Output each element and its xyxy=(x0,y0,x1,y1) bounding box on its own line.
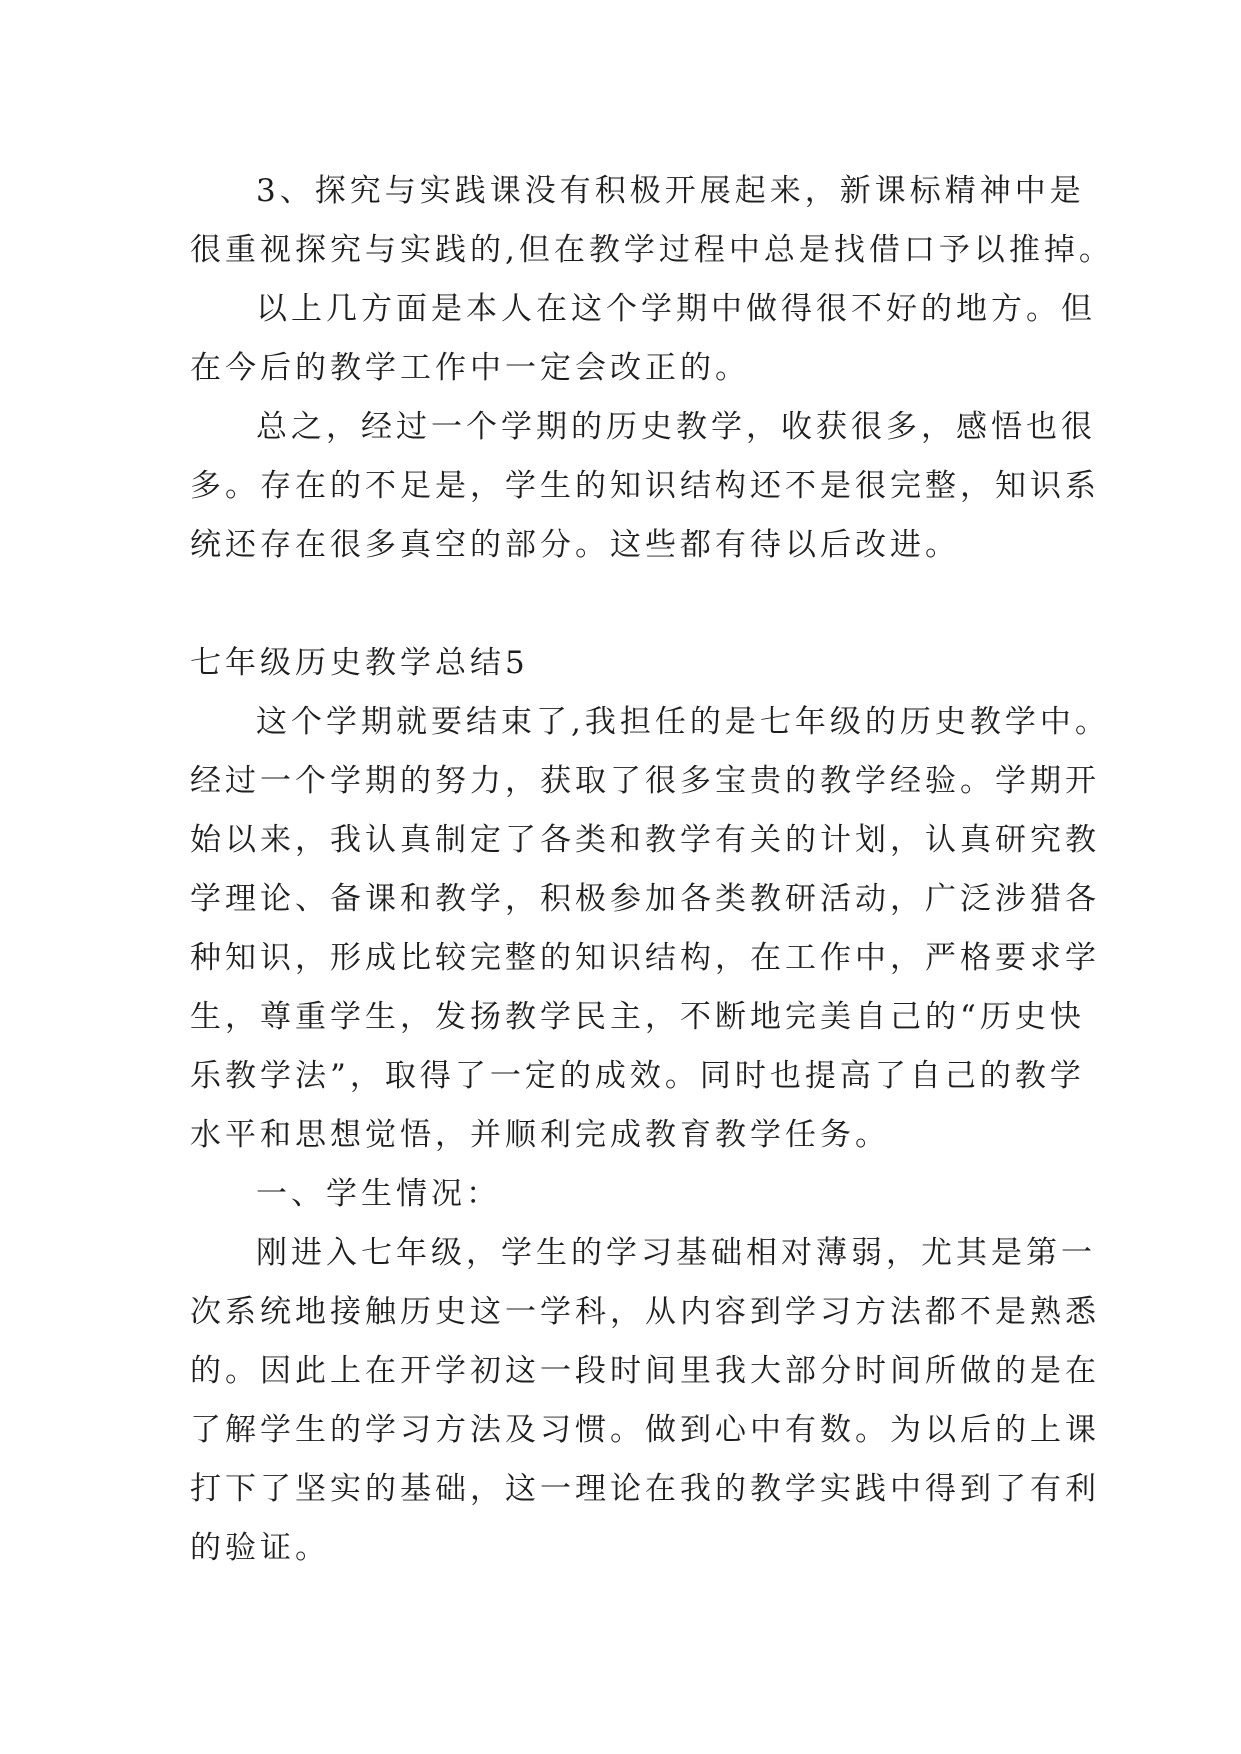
paragraph-line: 打下了坚实的基础，这一理论在我的教学实践中得到了有利 xyxy=(190,1471,1100,1507)
paragraph-line: 的验证。 xyxy=(190,1530,330,1566)
paragraph-line: 始以来，我认真制定了各类和教学有关的计划，认真研究教 xyxy=(190,822,1100,858)
paragraph-line: 生，尊重学生，发扬教学民主，不断地完美自己的“历史快 xyxy=(190,999,1085,1035)
paragraph-line: 以上几方面是本人在这个学期中做得很不好的地方。但 xyxy=(256,291,1096,327)
paragraph-line: 的。因此上在开学初这一段时间里我大部分时间所做的是在 xyxy=(190,1353,1100,1389)
paragraph-line: 统还存在很多真空的部分。这些都有待以后改进。 xyxy=(190,527,960,563)
paragraph-line: 这个学期就要结束了,我担任的是七年级的历史教学中。 xyxy=(256,704,1110,740)
section-spacer xyxy=(190,575,1060,634)
paragraph-line: 乐教学法”，取得了一定的成效。同时也提高了自己的教学 xyxy=(190,1058,1085,1094)
paragraph-line: 学理论、备课和教学，积极参加各类教研活动，广泛涉猎各 xyxy=(190,881,1100,917)
paragraph-line: 经过一个学期的努力，获取了很多宝贵的教学经验。学期开 xyxy=(190,763,1100,799)
paragraph-line: 总之，经过一个学期的历史教学，收获很多，感悟也很 xyxy=(256,409,1096,445)
paragraph-line: 水平和思想觉悟，并顺利完成教育教学任务。 xyxy=(190,1117,890,1153)
paragraph-line: 次系统地接触历史这一学科，从内容到学习方法都不是熟悉 xyxy=(190,1294,1100,1330)
subsection-heading: 一、学生情况： xyxy=(256,1176,501,1212)
document-body xyxy=(190,162,1114,1578)
paragraph-line: 很重视探究与实践的,但在教学过程中总是找借口予以推掉。 xyxy=(190,232,1114,268)
paragraph-line: 种知识，形成比较完整的知识结构，在工作中，严格要求学 xyxy=(190,940,1100,976)
section-heading: 七年级历史教学总结5 xyxy=(190,645,529,681)
paragraph-line: 3、探究与实践课没有积极开展起来，新课标精神中是 xyxy=(256,173,1085,209)
paragraph-line: 多。存在的不足是，学生的知识结构还不是很完整，知识系 xyxy=(190,468,1100,504)
paragraph-line: 在今后的教学工作中一定会改正的。 xyxy=(190,350,750,386)
paragraph-line: 了解学生的学习方法及习惯。做到心中有数。为以后的上课 xyxy=(190,1412,1100,1448)
paragraph-line: 刚进入七年级，学生的学习基础相对薄弱，尤其是第一 xyxy=(256,1235,1096,1271)
